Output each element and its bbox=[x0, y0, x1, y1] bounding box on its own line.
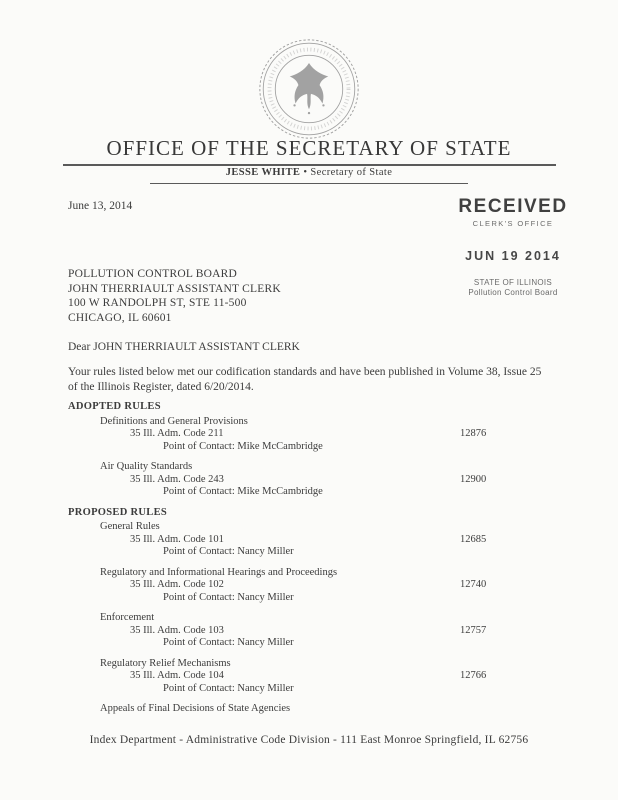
rule-code: 35 Ill. Adm. Code 243 bbox=[130, 473, 224, 485]
rule-contact: Point of Contact: Mike McCambridge bbox=[163, 486, 323, 497]
rule-title: Enforcement bbox=[100, 612, 155, 623]
received-label: RECEIVED bbox=[458, 196, 568, 217]
footer-line: Index Department - Administrative Code Division - 111 East Monroe Springfield, IL 62756 bbox=[89, 734, 529, 746]
rules-listing bbox=[68, 401, 560, 724]
stamp-state: STATE OF ILLINOIS bbox=[473, 278, 553, 287]
address-line: POLLUTION CONTROL BOARD bbox=[68, 268, 238, 280]
secretary-title: Secretary of State bbox=[310, 167, 393, 178]
office-title: OFFICE OF THE SECRETARY OF STATE bbox=[106, 136, 512, 160]
rule-title: Regulatory Relief Mechanisms bbox=[100, 657, 231, 669]
secretary-line bbox=[0, 167, 618, 178]
rule-page-number: 12757 bbox=[460, 624, 487, 636]
rule-code-line bbox=[130, 474, 560, 487]
address-line: 100 W RANDOLPH ST, STE 11-500 bbox=[68, 297, 247, 309]
rule-code-line bbox=[130, 579, 560, 592]
rule-entry-truncated bbox=[68, 703, 560, 716]
letter-date: June 13, 2014 bbox=[68, 200, 133, 212]
rule-code: 35 Ill. Adm. Code 101 bbox=[130, 533, 224, 545]
body-paragraph: Your rules listed below met our codification standards and have been published in Volume 38, Issue 25 of the Illinois Register, dated 6/20/2014. bbox=[68, 366, 542, 393]
received-stamp bbox=[450, 196, 576, 297]
stamp-date: JUN 19 2014 bbox=[465, 249, 561, 263]
recipient-address bbox=[68, 267, 281, 325]
rule-code: 35 Ill. Adm. Code 104 bbox=[130, 670, 224, 681]
rule-contact: Point of Contact: Nancy Miller bbox=[163, 591, 294, 603]
rule-contact: Point of Contact: Mike McCambridge bbox=[163, 440, 323, 452]
rule-code: 35 Ill. Adm. Code 211 bbox=[130, 428, 224, 439]
rule-entry bbox=[68, 567, 560, 605]
rule-contact: Point of Contact: Nancy Miller bbox=[163, 637, 294, 648]
state-seal-icon bbox=[256, 36, 362, 142]
rule-title: Definitions and General Provisions bbox=[100, 415, 248, 427]
rule-contact: Point of Contact: Nancy Miller bbox=[163, 682, 294, 694]
rule-title: Regulatory and Informational Hearings and Proceedings bbox=[100, 566, 338, 578]
clerks-office-label: CLERK'S OFFICE bbox=[472, 219, 554, 228]
section-heading-adopted: ADOPTED RULES bbox=[68, 401, 161, 412]
address-line: JOHN THERRIAULT ASSISTANT CLERK bbox=[68, 282, 281, 295]
salutation: Dear JOHN THERRIAULT ASSISTANT CLERK bbox=[68, 341, 300, 353]
rule-page-number: 12740 bbox=[460, 579, 487, 590]
rule-entry bbox=[68, 521, 560, 559]
rule-code-line bbox=[130, 625, 560, 638]
rule-code-line bbox=[130, 534, 560, 547]
rule-code-line bbox=[130, 670, 560, 683]
address-line: CHICAGO, IL 60601 bbox=[68, 311, 172, 324]
rule-title: Appeals of Final Decisions of State Agencies bbox=[100, 703, 291, 714]
rule-contact: Point of Contact: Nancy Miller bbox=[163, 546, 294, 557]
stamp-board: Pollution Control Board bbox=[468, 287, 558, 297]
rule-code-line bbox=[130, 428, 560, 441]
rule-entry bbox=[68, 612, 560, 650]
rule-page-number: 12685 bbox=[460, 533, 487, 545]
rule-title: General Rules bbox=[100, 521, 160, 532]
secretary-name: JESSE WHITE bbox=[225, 167, 301, 178]
stamp-agency bbox=[450, 278, 576, 297]
rule-page-number: 12900 bbox=[460, 473, 487, 485]
rule-page-number: 12876 bbox=[460, 428, 487, 439]
separator-bullet: • bbox=[303, 167, 308, 178]
rule-title: Air Quality Standards bbox=[100, 461, 193, 472]
section-heading-proposed: PROPOSED RULES bbox=[68, 506, 168, 518]
rule-entry bbox=[68, 658, 560, 696]
rule-page-number: 12766 bbox=[460, 670, 487, 681]
rule-entry bbox=[68, 416, 560, 454]
rule-code: 35 Ill. Adm. Code 103 bbox=[130, 624, 224, 636]
rule-code: 35 Ill. Adm. Code 102 bbox=[130, 579, 224, 590]
rule-entry bbox=[68, 461, 560, 499]
header-rule-line bbox=[63, 164, 556, 166]
header-rule-line-2 bbox=[150, 183, 468, 184]
